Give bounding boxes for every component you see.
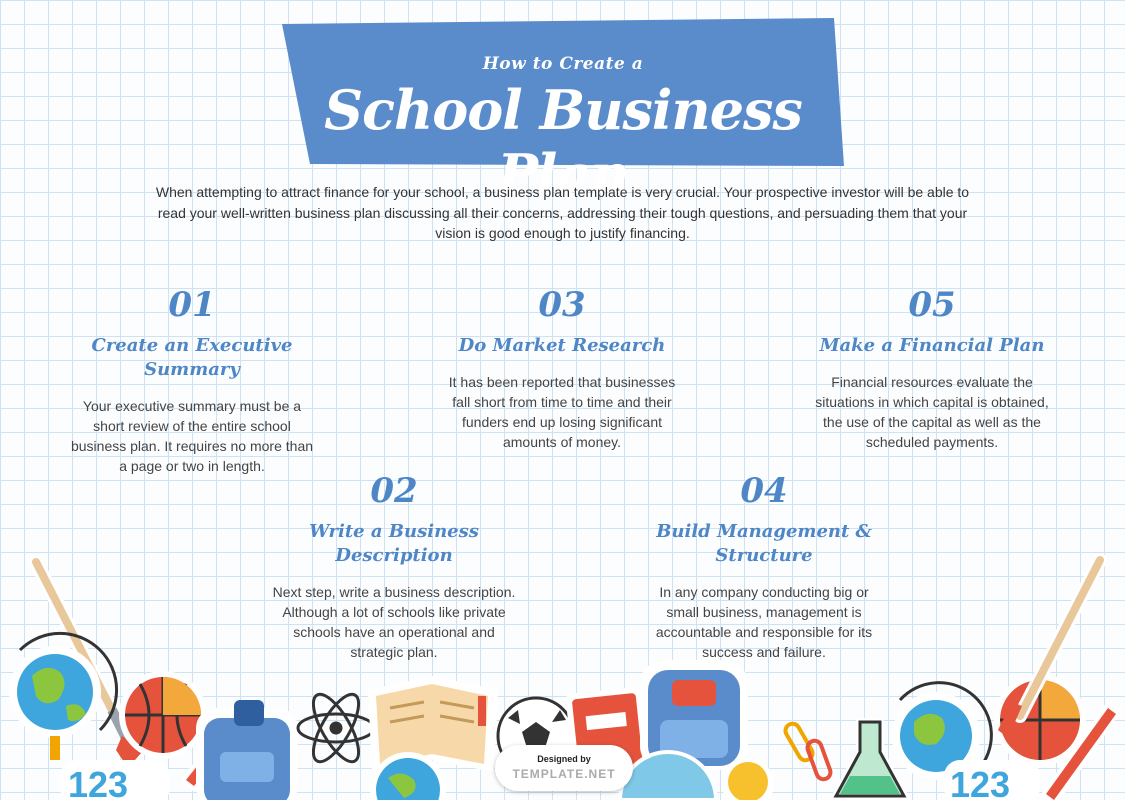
step-heading: Do Market Research: [458, 335, 666, 356]
globe-icon: [9, 633, 117, 760]
step-text: In any company conducting big or small business, management is accountable and responsible for its success and failure.: [655, 584, 873, 660]
paper-clip-icon: [783, 721, 832, 781]
step-number: 01: [168, 285, 216, 325]
title-banner: [282, 18, 844, 206]
book-icon: [368, 676, 498, 772]
step-heading: Write a Business Description: [309, 521, 479, 566]
backpack-icon: [196, 700, 298, 800]
step-text: Financial resources evaluate the situations in which capital is obtained, the use of the capital as well as the scheduled payments.: [815, 374, 1049, 450]
credit-line-1: Designed by: [537, 754, 591, 764]
template-credit-badge[interactable]: [495, 745, 633, 791]
step-05: [800, 286, 1064, 452]
step-03: [430, 286, 694, 452]
step-heading: Build Management & Structure: [656, 521, 872, 566]
page-title: School Business Plan: [324, 78, 802, 206]
intro-paragraph: When attempting to attract finance for your school, a business plan template is very crucial. Your prospective investor will be able to read your well-written business plan discussing all their concerns, addressing their tough questions, and persuading them that your vision is good enough to justify financing.: [155, 184, 970, 241]
step-text: Your executive summary must be a short review of the entire school business plan. It requires no more than a page or two in length.: [70, 398, 314, 474]
step-01: [60, 286, 324, 476]
step-text: It has been reported that businesses fall short from time to time and their funders end up losing significant amounts of money.: [448, 374, 676, 450]
atom-icon: [298, 688, 374, 768]
step-text: Next step, write a business description. Although a lot of schools like private schools have an operational and strategic plan.: [272, 584, 516, 660]
numbers-text-right: 123: [950, 764, 1011, 800]
step-number: 02: [370, 471, 418, 511]
step-number: 05: [908, 285, 956, 325]
numbers-sticker-left: [60, 760, 170, 800]
numbers-text-left: 123: [68, 764, 129, 800]
step-number: 04: [740, 471, 788, 511]
step-number: 03: [538, 285, 586, 325]
banner-pretitle: How to Create a: [482, 54, 644, 74]
basketball-icon: [119, 671, 207, 759]
numbers-sticker-right: [944, 760, 1040, 800]
credit-logo: TEMPLATE.NET: [512, 767, 616, 781]
step-heading: Create an Executive Summary: [91, 335, 293, 380]
step-heading: Make a Financial Plan: [819, 335, 1045, 356]
